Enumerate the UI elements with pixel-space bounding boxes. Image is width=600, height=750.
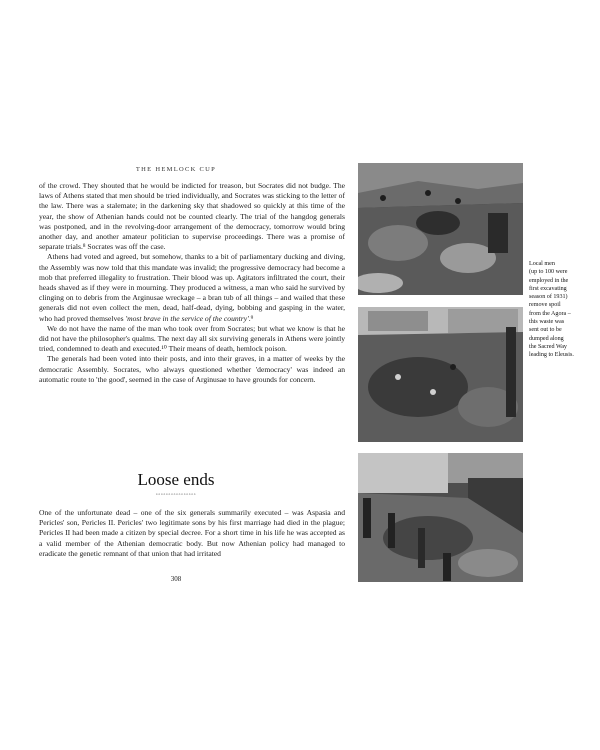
caption-line: first excavating	[529, 285, 567, 292]
quotation: 'most brave in the service of the country'	[125, 313, 249, 323]
paragraph: of the crowd. They shouted that he would be indicted for treason, but Socrates did not budge. The laws of Athens stated that men should be tried individually, and Socrates was sticking to the letter of the law. There was a stalemate; in the darkening sky that shadowed so quickly at this time of the year, the show of Athenian hands could not be counted clearly. The trial of the hangdog generals was postponed, and in the revolving-door arrangement of the democracy, tomorrow would bring another day, and another amateur politician to supervise proceedings. There was a promise of separate trials.⁸ Socrates was off the case.	[39, 181, 345, 252]
section-body-text	[39, 508, 345, 559]
caption-line: sent out to be	[529, 327, 562, 334]
body-text	[39, 181, 345, 385]
caption-line: dumped along	[529, 335, 564, 342]
caption-line: leading to Eleusis.	[529, 352, 574, 359]
heading-ornament: ◦◦◦◦◦◦◦◦◦◦◦◦◦◦◦◦	[155, 492, 197, 498]
running-head: THE HEMLOCK CUP	[135, 166, 217, 173]
excavation-photo-3	[358, 453, 523, 582]
caption-line: employed in the	[529, 277, 569, 284]
caption-line: remove spoil	[529, 302, 561, 309]
paragraph: One of the unfortunate dead – one of the six generals summarily executed – was Aspasia and Pericles' son, Pericles II. Pericles' two legitimate sons by his first marriage had died in the plague; Pericles II had been made a citizen by special decree. For a short time in his life he was accepted as a valid member of the Athenian democratic body. But now Athenian policy had managed to eradicate the genetic remnant of that union that had irritated	[39, 508, 345, 558]
section-heading: Loose ends	[137, 470, 215, 489]
paragraph: The generals had been voted into their posts, and into their graves, in a matter of weeks by the democratic Assembly. Socrates, who always questioned whether 'democracy' was indeed an automatic route to 'the good', seemed in the case of Arginusae to have grounds for concern.	[39, 354, 345, 384]
caption-line: from the Agora –	[529, 310, 571, 317]
caption-line: season of 1931)	[529, 294, 568, 301]
photo-caption	[529, 260, 600, 360]
excavation-photo-2	[358, 307, 523, 442]
paragraph: We do not have the name of the man who took over from Socrates; but what we know is that he did not have the philosopher's qualms. The next day all six surviving generals in Athens were jointly tried, condemned to death and executed.¹⁰ Their means of death, hemlock poison.	[39, 323, 345, 354]
paragraph: Athens had voted and agreed, but somehow, thanks to a bit of parliamentary ducking and diving, the Assembly was now told that this mandate was invalid; the progressive democracy had become a mob that preferred illegality to frustration. Their blood was up. Agitators infiltrated the court, their heads shaved as if they were in mourning. They produced a witness, a man who said he survived by clinging on to debris from the Arginusae wreckage – a bran tub of all things – and wailed that these generals did not even collect the men, dead, half-dead, dying, bobbing and gasping in the water, who had proved themselves 'most brave in the service of the country'.⁹	[39, 252, 345, 323]
caption-line: (up to 100 were	[529, 269, 568, 276]
caption-line: Local men	[529, 261, 555, 267]
caption-line: this waste was	[529, 319, 565, 326]
page-number: 308	[170, 575, 182, 583]
caption-line: the Sacred Way	[529, 343, 567, 350]
excavation-photo-1	[358, 163, 523, 295]
